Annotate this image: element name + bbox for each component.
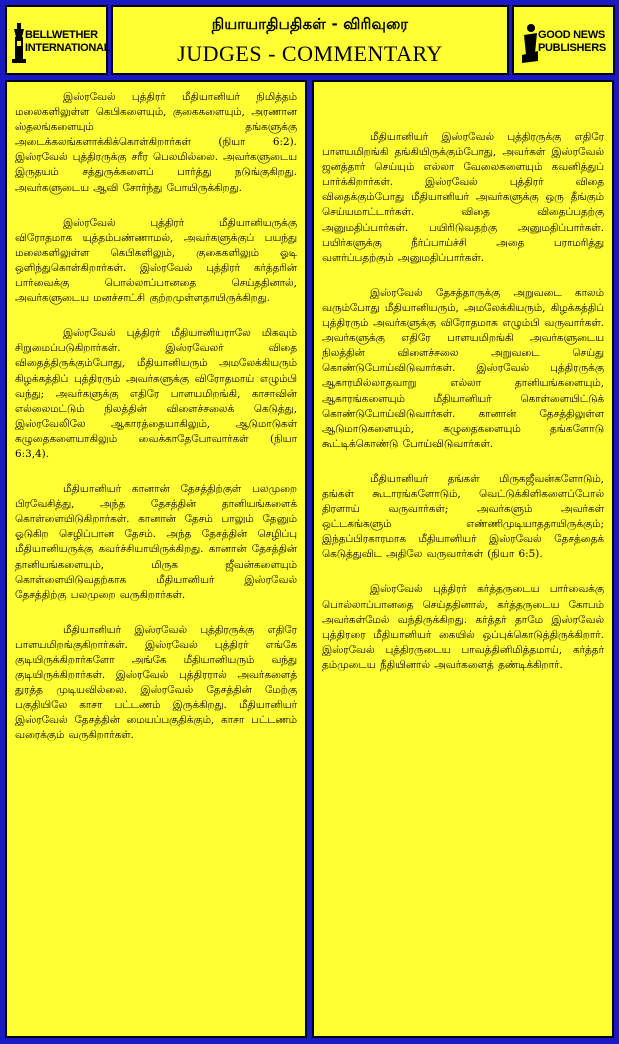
paragraph: மீதியானியர் கானான் தேசத்திற்குள் பலமுறை பிரவேசித்து, அந்த தேசத்தின் தானியங்களைக் கொள்ளையிடுகிறார்கள். கானான் தேசம் பாலும் தேனும் ஓடுகிற செழிப்பான தேசம். அந்த தேசத்தின் செழிப்பு மீதியானியருக்கு கவர்ச்சியாயிருக்கிறது. கானான் தேசத்தின் தானியங்களையும், மிருக ஜீவன்களையும் கொள்ளையிடுவதற்காக மீதியானியர் இஸ்ரவேல் தேசத்திற்கு பலமுறை வருகிறார்கள். <box>15 483 297 601</box>
page-header <box>3 3 616 77</box>
paragraph: இஸ்ரவேல் புத்திரர் மீதியானியராலே மிகவும் சிறுமைப்படுகிறார்கள். இஸ்ரவேலர் விதை விதைத்திருக்கும்போது, மீதியானியரும் அமலேக்கியரும் கிழக்கத்திப் புத்திரரும் அவர்களுக்கு விரோதமாய் எழும்பி வந்து; அவர்களுக்கு எதிரே பாளயமிறங்கி, காசாவின் எல்லைமட்டும் நிலத்தின் விளைச்சலைக் கெடுத்து, இஸ்ரவேலிலே ஆகாரத்தையாகிலும், ஆடுமாடுகள் கழுதைகளையாகிலும் வைக்காதேபோவார்கள் (நியா 6:3,4). <box>15 327 297 460</box>
logo-right-text <box>538 29 606 55</box>
paragraph: மீதியானியர் தங்கள் மிருகஜீவன்களோடும், தங்கள் கூடாரங்களோடும், வெட்டுக்கிளிகளைப்போல் திரளாய் வருவார்கள்; அவர்களும் அவர்கள் ஒட்டகங்களும் எண்ணிமுடியாததாயிருக்கும்; இந்தப்பிரகாரமாக மீதியானியர் இஸ்ரவேல் தேசத்தைக் கெடுத்துவிட அதிலே வருவார்கள் (நியா 6:5). <box>322 472 604 561</box>
publisher-logo-right <box>512 5 615 75</box>
paragraph: இஸ்ரவேல் தேசத்தாருக்கு அறுவடை காலம் வரும்போது மீதியானியரும், அமலேக்கியரும், கிழக்கத்திப் புத்திரரும் அவர்களுக்கு விரோதமாக எழும்பி வருவார்கள். அவர்களுக்கு எதிரே பாளயமிறங்கி அவர்களுடைய நிலத்தின் விளைச்சலை அறுவடை செய்து கொண்டுபோய்விடுவார்கள். இஸ்ரவேல் புத்திரருக்கு ஆகாரமில்லாதவாறு எல்லா தானியங்களையும், ஆகாரங்களையும் மீதியானியர் கொள்ளையிட்டுக் கொண்டுபோய்விடுவார்கள். கானான் தேசத்திலுள்ள ஆடுமாடுகளையும், கழுதைகளையும் தங்களோடு கூட்டிக்கொண்டு போய்விடுவார்கள். <box>322 286 604 450</box>
page-title-english: JUDGES - COMMENTARY <box>177 41 443 66</box>
left-column <box>5 80 307 1038</box>
paragraph: இஸ்ரவேல் புத்திரர் கர்த்தருடைய பார்வைக்கு பொல்லாப்பானதை செய்ததினால், கர்த்தருடைய கோபம் அவர்கள்மேல் வந்திருக்கிறது. கர்த்தர் தாமே இஸ்ரவேல் புத்திரரை மீதியானியர் கையில் ஒப்புக்கொடுத்திருக்கிறார். இஸ்ரவேல் புத்திரருடைய பாவத்தினிமித்தமாய், கர்த்தர் தம்முடைய நீதியினால் அவர்களைத் தண்டிக்கிறார். <box>322 583 604 671</box>
paragraph: இஸ்ரவேல் புத்திரர் மீதியானியருக்கு விரோதமாக யுத்தம்பண்ணாமல், அவர்களுக்குப் பயந்து மலைகளிலுள்ள கெபிகளிலும், குகைகளிலும் ஓடி ஒளிந்துகொள்கிறார்கள். இஸ்ரவேல் புத்திரர் கர்த்தரின் பார்வைக்கு பொல்லாப்பானதை செய்ததினால், அவர்களுடைய மனச்சாட்சி குற்றமுள்ளதாயிருக்கிறது. <box>15 216 297 305</box>
page-title-tamil: நியாயாதிபதிகள் - விரிவுரை <box>211 15 409 33</box>
title-box <box>111 5 509 75</box>
paragraph: மீதியானியர் இஸ்ரவேல் புத்திரருக்கு எதிரே பாளயமிறங்குகிறார்கள். இஸ்ரவேல் புத்திரர் எங்கே குடியிருக்கிறார்களோ அங்கே மீதியானியரும் வந்து குடியிருக்கிறார்கள். இஸ்ரவேல் புத்திரரால் அவர்களைத் துரத்த முடியவில்லை. இஸ்ரவேல் தேசத்தின் மேற்கு பகுதியிலே காசா பட்டணம் இருக்கிறது. மீதியானியர் இஸ்ரவேல் தேசத்தின் மையப்பகுதிக்கும், காசா பட்டணம் வரைக்கும் வருகிறார்கள். <box>15 623 297 742</box>
paragraph: மீதியானியர் இஸ்ரவேல் புத்திரருக்கு எதிரே பாளயமிறங்கி தங்கியிருக்கும்போது, அவர்கள் இஸ்ரவேல் ஜனத்தார் செய்யும் எல்லா வேலைகளையும் கவனித்துப் பார்க்கிறார்கள். இஸ்ரவேல் புத்திரர் விதை விதைக்கும்போது மீதியானியர் அவர்களுக்கு ஒரு தீங்கும் செய்யமாட்டார்கள். விதை விதைப்பதற்கு அனுமதிப்பார்கள். பயிரிடுவதற்கு அனுமதிப்பார்கள். பயிர்களுக்கு நீர்ப்பாய்ச்சி அதை பராமரித்து வளர்ப்பதற்கும் அனுமதிப்பார்கள். <box>322 131 604 264</box>
paragraph: இஸ்ரவேல் புத்திரர் மீதியானியர் நிமித்தம் மலைகளிலுள்ள கெபிகளையும், குகைகளையும், அரணான ஸ்தலங்களையும் தங்களுக்கு அடைக்கலங்களாக்கிக்கொள்கிறார்கள் (நியா 6:2). இஸ்ரவேல் புத்திரருக்கு சரீர பெலமில்லை. அவர்களுடைய இருதயம் சத்துருக்களைப் பார்த்து நடுங்குகிறது. அவர்களுடைய ஆவி சோர்ந்து போயிருக்கிறது. <box>15 91 297 194</box>
logo-left-line1: BELLWETHER <box>25 29 98 41</box>
book-figure-icon <box>522 23 538 63</box>
logo-right-line2: PUBLISHERS <box>538 42 606 54</box>
logo-right-line1: GOOD NEWS <box>538 29 605 41</box>
logo-left-line2: INTERNATIONAL <box>25 42 111 54</box>
publisher-logo-left <box>5 5 111 75</box>
right-column <box>312 80 614 1038</box>
logo-left-text <box>25 29 110 55</box>
